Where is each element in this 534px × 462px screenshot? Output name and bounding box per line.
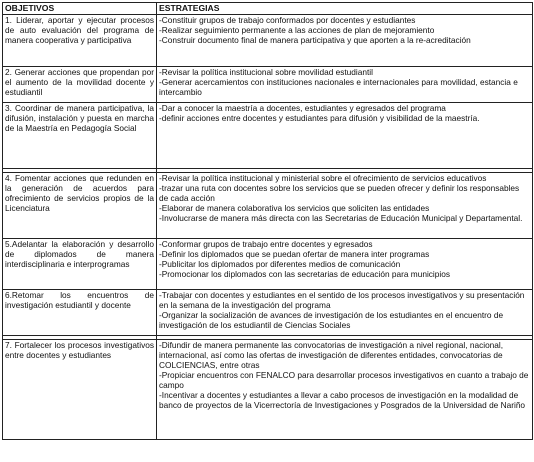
table-row [3,340,533,440]
table-row [3,173,533,239]
header-row [3,3,533,15]
strategy-item: -Promocionar los diplomados con las secretarias de educación para municipios [159,269,450,279]
strategy-item: -Constituir grupos de trabajo conformados por docentes y estudiantes [159,15,416,25]
strategy-item: -definir acciones entre docentes y estudiantes para difusión y visibilidad de la maestría. [159,113,480,123]
strategy-item: -trazar una ruta con docentes sobre los servicios que se pueden ofrecer y definir los responsables de cada acción [159,183,520,203]
strategies-cell [157,103,533,169]
objective-cell: 3. Coordinar de manera participativa, la difusión, instalación y puesta en marcha de la Maestría en Pedagogía Social [3,103,157,169]
strategies-cell [157,15,533,67]
strategy-item: -Definir los diplomados que se puedan ofertar de manera inter programas [159,249,430,259]
strategy-item: -Organizar la socialización de avances de investigación de los estudiantes en el encuentro de investigación de los estudiantil de Ciencias Sociales [159,310,504,330]
table-row [3,15,533,67]
strategy-item: -Involucrarse de manera más directa con las Secretarias de Educación Municipal y Departamental. [159,213,523,223]
objective-cell: 2. Generar acciones que propendan por el aumento de la movilidad docente y estudiantil [3,67,157,103]
table-row [3,67,533,103]
strategy-item: -Realizar seguimiento permanente a las acciones de plan de mejoramiento [159,25,435,35]
objectives-header: OBJETIVOS [3,3,157,15]
objective-cell: 4. Fomentar acciones que redunden en la generación de acuerdos para ofrecimiento de servicios propios de la Licenciatura [3,173,157,239]
objective-cell: 7. Fortalecer los procesos investigativos entre docentes y estudiantes [3,340,157,440]
strategies-cell [157,290,533,336]
strategy-item: -Elaborar de manera colaborativa los servicios que soliciten las entidades [159,203,430,213]
strategy-item: -Trabajar con docentes y estudiantes en el sentido de los procesos investigativos y su presentación en la semana de la investigación del programa [159,290,525,310]
strategy-item: -Publicitar los diplomados por diferentes medios de comunicación [159,259,401,269]
objectives-strategies-table [2,2,533,440]
table-row [3,290,533,336]
strategies-cell [157,67,533,103]
table-row [3,103,533,169]
strategy-item: -Difundir de manera permanente las convocatorias de investigación a nivel regional, nacional, internacional, así como las ofertas de investigación de diferentes entidades, convocatorias de COLCIENCIAS, entre otras [159,340,504,370]
strategy-item: -Generar acercamientos con instituciones nacionales e internacionales para movilidad, estancia e intercambio [159,77,518,97]
strategies-cell [157,239,533,290]
strategy-item: -Revisar la política institucional sobre movilidad estudiantil [159,67,373,77]
strategies-header: ESTRATEGIAS [157,3,533,15]
strategy-item: -Conformar grupos de trabajo entre docentes y egresados [159,239,373,249]
strategy-item: -Propiciar encuentros con FENALCO para desarrollar procesos investigativos en cuanto a trabajo de campo [159,370,529,390]
objective-cell: 5.Adelantar la elaboración y desarrollo de diplomados de manera interdisciplinaria e interprogramas [3,239,157,290]
objective-cell: 6.Retomar los encuentros de investigación estudiantil y docente [3,290,157,336]
strategy-item: -Construir documento final de manera participativa y que aporten a la re-acreditación [159,35,471,45]
strategy-item: -Incentivar a docentes y estudiantes a llevar a cabo procesos de investigación en la modalidad de banco de proyectos de la Vicerrectoría de Investigaciones y Posgrados de la Universidad de Nariño [159,390,526,410]
table-row [3,239,533,290]
strategies-cell [157,173,533,239]
strategy-item: -Dar a conocer la maestría a docentes, estudiantes y egresados del programa [159,103,446,113]
objective-cell: 1. Liderar, aportar y ejecutar procesos de auto evaluación del programa de manera cooperativa y participativa [3,15,157,67]
strategy-item: -Revisar la política institucional y ministerial sobre el ofrecimiento de servicios educativos [159,173,487,183]
strategies-cell [157,340,533,440]
